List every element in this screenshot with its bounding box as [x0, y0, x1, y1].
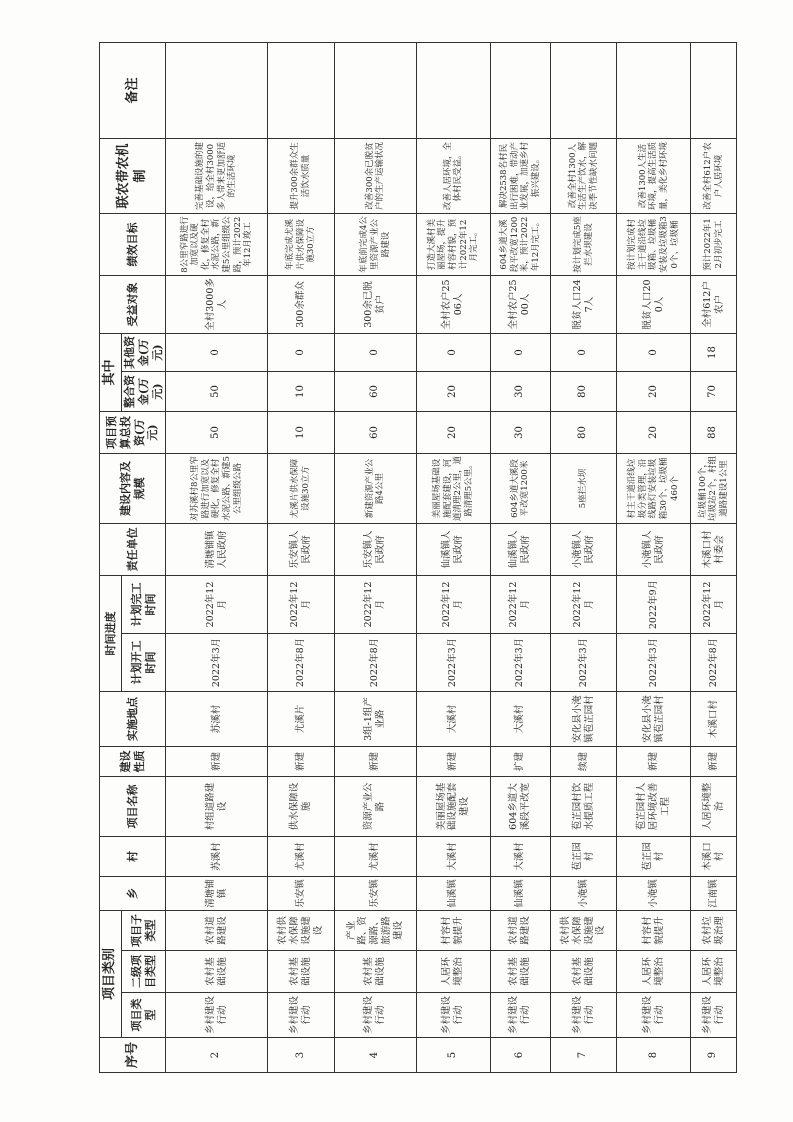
cell-beneficiary: 全村612户农户	[691, 275, 737, 333]
table-body	[166, 42, 737, 1072]
cell-budget: 88	[691, 411, 737, 453]
cell-other: 0	[334, 333, 416, 371]
cell-cat-sub: 农村道路建设	[490, 910, 550, 950]
header-seq: 序号	[100, 1038, 166, 1073]
cell-end: 2022年12月	[416, 575, 490, 633]
cell-integrated: 70	[691, 371, 737, 411]
cell-location: 3组-1组产业路	[334, 691, 416, 746]
cell-nature: 新建	[166, 746, 268, 776]
cell-unit: 乐安镇人民政府	[334, 523, 416, 575]
header-village: 村	[100, 836, 166, 876]
header-integrated: 整合资金(万元)	[122, 371, 166, 411]
cell-cat-type: 乡村建设行动	[268, 993, 335, 1038]
cell-content: 5座拦水坝	[550, 453, 617, 523]
cell-township: 小淹镇	[617, 876, 691, 910]
header-content: 建设内容及规模	[100, 453, 166, 523]
cell-township: 乐安镇	[268, 876, 335, 910]
cell-integrated: 30	[490, 371, 550, 411]
cell-seq: 3	[268, 1038, 335, 1073]
cell-beneficiary: 全村3000多人	[166, 275, 268, 333]
cell-nature: 扩建	[490, 746, 550, 776]
cell-unit: 仙溪镇人民政府	[416, 523, 490, 575]
cell-cat-sub: 村容村貌提升	[416, 910, 490, 950]
cell-content: 新建资源产业公路4公里	[334, 453, 416, 523]
rotated-table-wrapper	[99, 43, 737, 1073]
cell-mechanism: 提升300余群众生活饮水质量	[268, 138, 335, 213]
cell-beneficiary: 全村农户2506人	[416, 275, 490, 333]
cell-cat-level2: 农村基础设施	[490, 951, 550, 993]
cell-nature: 新建	[617, 746, 691, 776]
cell-remark	[691, 42, 737, 138]
cell-township: 仙溪镇	[490, 876, 550, 910]
cell-cat-type: 乡村建设行动	[416, 993, 490, 1038]
cell-beneficiary: 300余已脱贫户	[334, 275, 416, 333]
cell-cat-sub: 农村供水保障设施建设	[268, 910, 335, 950]
cell-seq: 6	[490, 1038, 550, 1073]
table-row	[550, 42, 617, 1072]
cell-end: 2022年12月	[268, 575, 335, 633]
cell-cat-type: 乡村建设行动	[550, 993, 617, 1038]
header-project-name: 项目名称	[100, 776, 166, 836]
cell-other: 0	[617, 333, 691, 371]
cell-beneficiary: 脱贫人口200人	[617, 275, 691, 333]
cell-start: 2022年8月	[268, 633, 335, 691]
cell-unit: 清塘铺镇人民政府	[166, 523, 268, 575]
cell-start: 2022年3月	[416, 633, 490, 691]
cell-mechanism: 改善人居环境，全体村民受益。	[416, 138, 490, 213]
header-among: 其中	[100, 333, 122, 411]
table-row	[334, 42, 416, 1072]
cell-content: 对苏溪村8公里窄路进行加宽以及硬化，修复全村水泥公路、新建5公里组级公路	[166, 453, 268, 523]
cell-project-name: 资源产业公路	[334, 776, 416, 836]
cell-location: 大溪村	[416, 691, 490, 746]
cell-mechanism: 改善300余已脱贫户的生产运输状况	[334, 138, 416, 213]
cell-goal: 预计2022年12月初步完工	[691, 213, 737, 275]
cell-nature: 新建	[334, 746, 416, 776]
cell-village: 苏溪村	[166, 836, 268, 876]
cell-end: 2022年12月	[550, 575, 617, 633]
cell-cat-sub: 村容村貌提升	[617, 910, 691, 950]
cell-start: 2022年3月	[166, 633, 268, 691]
cell-other: 0	[416, 333, 490, 371]
header-beneficiary: 受益对象	[100, 275, 166, 333]
cell-content: 美丽屋场基础设施配套建设，河道清理2公里，道路清理5公里。	[416, 453, 490, 523]
cell-content: 尤溪片供水保障设施30立方	[268, 453, 335, 523]
cell-budget: 20	[416, 411, 490, 453]
cell-start: 2022年3月	[617, 633, 691, 691]
cell-location: 大溪村	[490, 691, 550, 746]
header-budget: 项目预算总投资(万元)	[100, 411, 166, 453]
header-cat-level2: 二级项目类型	[122, 951, 166, 993]
header-cat-type: 项目类型	[122, 993, 166, 1038]
cell-cat-level2: 人居环境整治	[617, 951, 691, 993]
cell-unit: 仙溪镇人民政府	[490, 523, 550, 575]
cell-mechanism: 完善基础设施的建设，给全村3000多人带来更加舒适的生活环境	[166, 138, 268, 213]
cell-location: 木溪口村	[691, 691, 737, 746]
table-row	[617, 42, 691, 1072]
cell-content: 垃圾桶100个，垃圾站2个，村组道路建设1公里	[691, 453, 737, 523]
cell-start: 2022年8月	[334, 633, 416, 691]
cell-mechanism: 改善全村1300人生活生产饮水，解决季节性缺水问题	[550, 138, 617, 213]
cell-seq: 9	[691, 1038, 737, 1073]
cell-integrated: 80	[550, 371, 617, 411]
cell-start: 2022年3月	[490, 633, 550, 691]
cell-start: 2022年8月	[691, 633, 737, 691]
cell-remark	[490, 42, 550, 138]
cell-nature: 新建	[416, 746, 490, 776]
header-remark: 备注	[100, 42, 166, 138]
cell-village: 尤溪村	[268, 836, 335, 876]
cell-cat-sub: 农村垃圾治理	[691, 910, 737, 950]
cell-project-name: 人居环境整治	[691, 776, 737, 836]
table-row	[166, 42, 268, 1072]
cell-nature: 续建	[550, 746, 617, 776]
cell-integrated: 20	[416, 371, 490, 411]
cell-end: 2022年12月	[490, 575, 550, 633]
cell-other: 0	[490, 333, 550, 371]
cell-seq: 4	[334, 1038, 416, 1073]
cell-cat-type: 乡村建设行动	[166, 993, 268, 1038]
header-cat-sub: 项目子类型	[122, 910, 166, 950]
cell-village: 尤溪村	[334, 836, 416, 876]
table-row	[416, 42, 490, 1072]
cell-cat-sub: 产业路、资源路、旅游路建设	[334, 910, 416, 950]
cell-goal: 年底前完成4公里资源产业公路建设	[334, 213, 416, 275]
cell-nature: 新建	[268, 746, 335, 776]
cell-goal: 按计划完成村主干道沿线垃圾箱、垃圾桶安装及垃圾箱30个、垃圾桶	[617, 213, 691, 275]
cell-cat-type: 乡村建设行动	[617, 993, 691, 1038]
table-row	[490, 42, 550, 1072]
cell-township: 小淹镇	[550, 876, 617, 910]
cell-cat-type: 乡村建设行动	[490, 993, 550, 1038]
header-start: 计划开工时间	[122, 633, 166, 691]
cell-beneficiary: 脱贫人口247人	[550, 275, 617, 333]
cell-cat-sub: 农村道路建设	[166, 910, 268, 950]
cell-cat-sub: 农村供水保障设施建设	[550, 910, 617, 950]
cell-cat-type: 乡村建设行动	[691, 993, 737, 1038]
cell-end: 2022年12月	[334, 575, 416, 633]
cell-beneficiary: 300余群众	[268, 275, 335, 333]
header-category: 项目类别	[100, 910, 122, 1037]
cell-location: 苏溪村	[166, 691, 268, 746]
cell-budget: 60	[334, 411, 416, 453]
cell-village: 木溪口村	[691, 836, 737, 876]
cell-village: 大溪村	[416, 836, 490, 876]
cell-goal: 打造大溪村美丽屋场，提升村容村貌，预计2022年12月完工。	[416, 213, 490, 275]
cell-goal: 年底完成尤溪片供水保障设施30立方	[268, 213, 335, 275]
cell-integrated: 20	[617, 371, 691, 411]
cell-goal: 按计划完成5座拦水坝建设	[550, 213, 617, 275]
cell-cat-level2: 人居环境整治	[691, 951, 737, 993]
cell-location: 尤溪片	[268, 691, 335, 746]
header-goal: 绩效目标	[100, 213, 166, 275]
cell-cat-level2: 人居环境整治	[416, 951, 490, 993]
header-end: 计划完工时间	[122, 575, 166, 633]
cell-end: 2022年12月	[166, 575, 268, 633]
cell-other: 0	[166, 333, 268, 371]
cell-cat-level2: 农村基础设施	[334, 951, 416, 993]
header-location: 实施地点	[100, 691, 166, 746]
cell-project-name: 苞芷园村饮水提质工程	[550, 776, 617, 836]
cell-budget: 30	[490, 411, 550, 453]
cell-end: 2022年9月	[617, 575, 691, 633]
cell-goal: 8公里窄路进行加宽以及硬化，修复全村水泥公路，新建5公里组级公路，预计2022年12月竣工	[166, 213, 268, 275]
cell-remark	[268, 42, 335, 138]
cell-project-name: 604乡道大溪段平改宽	[490, 776, 550, 836]
cell-mechanism: 改善1300人生活环境，提高生活质量，美化乡村环境	[617, 138, 691, 213]
cell-project-name: 苞芷园村人居环境改善工程	[617, 776, 691, 836]
cell-other: 0	[268, 333, 335, 371]
project-table	[99, 42, 737, 1073]
cell-budget: 10	[268, 411, 335, 453]
cell-cat-level2: 农村基础设施	[550, 951, 617, 993]
cell-township: 乐安镇	[334, 876, 416, 910]
cell-integrated: 50	[166, 371, 268, 411]
cell-village: 大溪村	[490, 836, 550, 876]
cell-end: 2022年12月	[691, 575, 737, 633]
cell-township: 江南镇	[691, 876, 737, 910]
cell-content: 村主干道沿线垃圾分类管理，沿线路灯安装垃圾箱30个、垃圾桶460个	[617, 453, 691, 523]
header-township: 乡	[100, 876, 166, 910]
cell-project-name: 美丽屋场基础设施配套建设	[416, 776, 490, 836]
cell-mechanism: 改善全村612户农户人居环境	[691, 138, 737, 213]
cell-seq: 2	[166, 1038, 268, 1073]
cell-location: 安化县小淹镇苞芷园村	[617, 691, 691, 746]
cell-village: 苞芷园村	[550, 836, 617, 876]
cell-integrated: 60	[334, 371, 416, 411]
header-other: 其他资金(万元)	[122, 333, 166, 371]
cell-seq: 8	[617, 1038, 691, 1073]
cell-seq: 5	[416, 1038, 490, 1073]
cell-budget: 80	[550, 411, 617, 453]
cell-unit: 乐安镇人民政府	[268, 523, 335, 575]
cell-goal: 604乡道大溪段平改宽1200米，预计2022年12月完工。	[490, 213, 550, 275]
table-row	[268, 42, 335, 1072]
cell-cat-level2: 农村基础设施	[166, 951, 268, 993]
cell-cat-level2: 农村基础设施	[268, 951, 335, 993]
cell-other: 18	[691, 333, 737, 371]
cell-remark	[416, 42, 490, 138]
cell-remark	[617, 42, 691, 138]
cell-remark	[334, 42, 416, 138]
table-row	[691, 42, 737, 1072]
cell-beneficiary: 全村农户2500人	[490, 275, 550, 333]
header-unit: 责任单位	[100, 523, 166, 575]
cell-cat-type: 乡村建设行动	[334, 993, 416, 1038]
cell-township: 清塘铺镇	[166, 876, 268, 910]
cell-project-name: 供水保障设施	[268, 776, 335, 836]
cell-content: 604乡道大溪段平改宽1200米	[490, 453, 550, 523]
cell-remark	[166, 42, 268, 138]
header-nature: 建设性质	[100, 746, 166, 776]
cell-integrated: 10	[268, 371, 335, 411]
cell-village: 苞芷园村	[617, 836, 691, 876]
cell-location: 安化县小淹镇苞芷园村	[550, 691, 617, 746]
cell-budget: 20	[617, 411, 691, 453]
cell-mechanism: 解决2538名村民出行困难，带动产业发展，加速乡村振兴建设。	[490, 138, 550, 213]
header-schedule: 时间进度	[100, 575, 122, 691]
cell-project-name: 村组道路建设	[166, 776, 268, 836]
cell-unit: 木溪口村村委会	[691, 523, 737, 575]
cell-other: 0	[550, 333, 617, 371]
header-mechanism: 联农带农机制	[100, 138, 166, 213]
cell-unit: 小淹镇人民政府	[550, 523, 617, 575]
cell-township: 仙溪镇	[416, 876, 490, 910]
cell-unit: 小淹镇人民政府	[617, 523, 691, 575]
cell-seq: 7	[550, 1038, 617, 1073]
cell-remark	[550, 42, 617, 138]
cell-nature: 新建	[691, 746, 737, 776]
cell-budget: 50	[166, 411, 268, 453]
cell-start: 2022年3月	[550, 633, 617, 691]
